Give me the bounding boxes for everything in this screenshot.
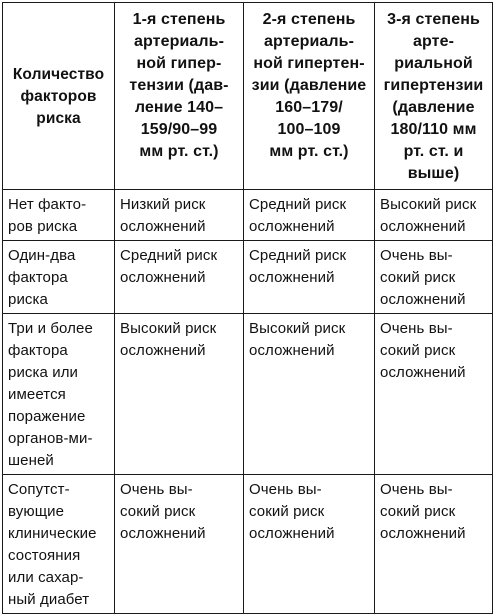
cell-line: осложнений: [249, 342, 335, 359]
risk-table-body: [3, 190, 493, 614]
header-row: [3, 3, 493, 190]
cell-line: Один-два: [8, 247, 76, 264]
cell-line: Средний риск: [249, 196, 347, 213]
cell-line: Сопутст-: [8, 481, 70, 498]
header-stage-3: [375, 3, 493, 190]
header-line: зии (давление: [251, 77, 367, 94]
cell-line: сокий риск: [249, 503, 325, 520]
header-line: ной гипертен-: [253, 55, 365, 72]
cell-line: имеется: [8, 386, 66, 403]
risk-cell-stage-2: [244, 475, 375, 614]
risk-cell-stage-2: [244, 190, 375, 241]
risk-cell-stage-3: [375, 475, 493, 614]
table-row: [3, 475, 493, 614]
cell-line: Средний риск: [249, 247, 347, 264]
header-line: тензии (дав-: [129, 77, 229, 94]
cell-line: Очень вы-: [380, 320, 453, 337]
cell-line: осложнений: [380, 218, 466, 235]
risk-cell-stage-2: [244, 314, 375, 475]
cell-line: Нет факто-: [8, 196, 87, 213]
header-line: 180/110 мм: [390, 121, 477, 138]
header-stage-2: [244, 3, 375, 190]
row-factor-cell: [3, 314, 115, 475]
cell-line: осложнений: [380, 525, 466, 542]
cell-line: осложнений: [249, 269, 335, 286]
cell-line: шеней: [8, 452, 54, 469]
risk-table: [2, 2, 493, 614]
header-line: рт. ст. и: [403, 143, 464, 160]
header-line: 3-я степень: [387, 11, 480, 28]
table-row: [3, 190, 493, 241]
cell-line: осложнений: [120, 525, 206, 542]
row-factor-cell: [3, 241, 115, 314]
cell-line: Очень вы-: [249, 481, 322, 498]
header-line: факторов: [20, 88, 97, 105]
header-line: мм рт. ст.): [139, 143, 219, 160]
cell-line: Очень вы-: [380, 481, 453, 498]
cell-line: ный диабет: [8, 591, 90, 608]
row-factor-cell: [3, 475, 115, 614]
header-line: артериаль-: [133, 33, 225, 50]
risk-cell-stage-1: [115, 190, 244, 241]
header-line: 1-я степень: [132, 11, 226, 28]
header-line: риска: [36, 110, 81, 127]
risk-cell-stage-3: [375, 314, 493, 475]
cell-line: Три и более: [8, 320, 93, 337]
risk-cell-stage-1: [115, 241, 244, 314]
cell-line: состояния: [8, 547, 81, 564]
cell-line: сокий риск: [120, 503, 196, 520]
cell-line: Низкий риск: [120, 196, 206, 213]
cell-line: фактора: [8, 269, 68, 286]
header-line: Количество: [12, 66, 105, 83]
cell-line: осложнений: [249, 218, 335, 235]
cell-line: осложнений: [249, 525, 335, 542]
risk-cell-stage-3: [375, 241, 493, 314]
cell-line: сокий риск: [380, 342, 456, 359]
cell-line: Высокий риск: [120, 320, 217, 337]
header-factors-count: [3, 3, 115, 190]
header-line: ной гипер-: [136, 55, 222, 72]
header-line: (давление: [392, 99, 475, 116]
cell-line: осложнений: [120, 269, 206, 286]
header-line: 2-я степень: [262, 11, 356, 28]
cell-line: Высокий риск: [380, 196, 477, 213]
cell-line: фактора: [8, 342, 68, 359]
header-line: 159/90–99: [140, 121, 218, 138]
header-line: 160–179/: [275, 99, 343, 116]
header-line: выше): [407, 165, 460, 182]
risk-cell-stage-3: [375, 190, 493, 241]
cell-line: клинические: [8, 525, 97, 542]
row-factor-cell: [3, 190, 115, 241]
risk-cell-stage-1: [115, 314, 244, 475]
cell-line: осложнений: [120, 342, 206, 359]
header-line: гипертензии: [383, 77, 484, 94]
header-line: мм рт. ст.): [269, 143, 349, 160]
risk-cell-stage-1: [115, 475, 244, 614]
header-line: арте-: [412, 33, 455, 50]
header-stage-1: [115, 3, 244, 190]
cell-line: ров риска: [8, 218, 78, 235]
cell-line: Очень вы-: [380, 247, 453, 264]
cell-line: вующие: [8, 503, 65, 520]
cell-line: Высокий риск: [249, 320, 346, 337]
cell-line: осложнений: [380, 291, 466, 308]
cell-line: Средний риск: [120, 247, 218, 264]
cell-line: органов-ми-: [8, 430, 93, 447]
risk-cell-stage-2: [244, 241, 375, 314]
cell-line: риска или: [8, 364, 79, 381]
header-line: артериаль-: [263, 33, 355, 50]
header-line: ление 140–: [134, 99, 224, 116]
table-row: [3, 241, 493, 314]
header-line: риальной: [394, 55, 473, 72]
cell-line: риска: [8, 291, 48, 308]
cell-line: или сахар-: [8, 569, 84, 586]
cell-line: поражение: [8, 408, 86, 425]
header-line: 100–109: [277, 121, 341, 138]
table-row: [3, 314, 493, 475]
cell-line: сокий риск: [380, 269, 456, 286]
risk-table-header: [3, 3, 493, 190]
cell-line: сокий риск: [380, 503, 456, 520]
cell-line: осложнений: [120, 218, 206, 235]
cell-line: Очень вы-: [120, 481, 193, 498]
cell-line: осложнений: [380, 364, 466, 381]
